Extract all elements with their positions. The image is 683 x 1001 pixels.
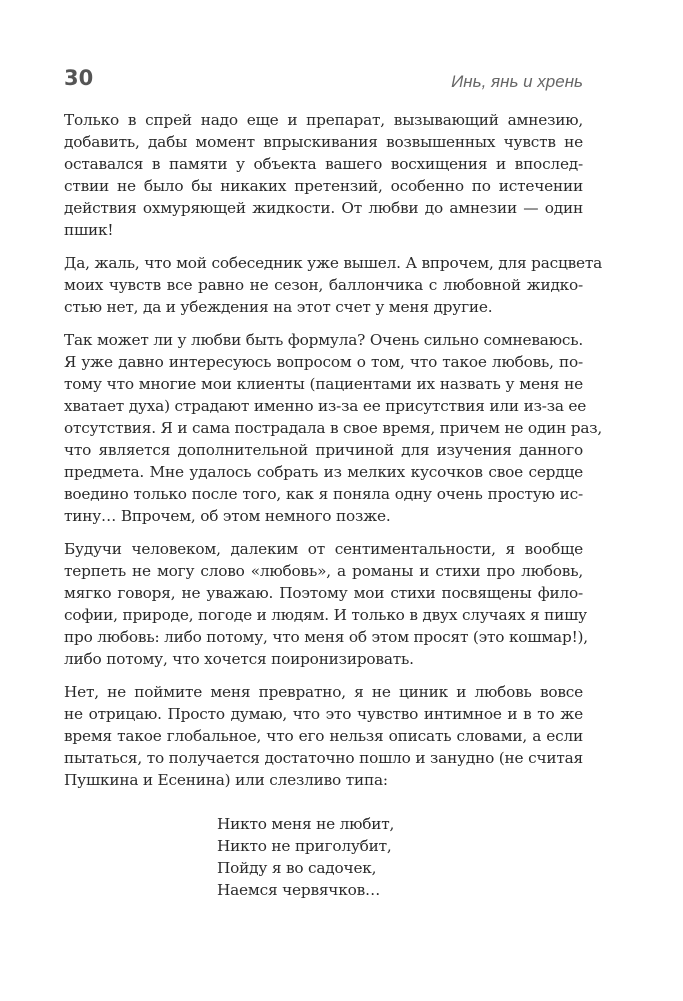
- paragraph: [64, 252, 603, 318]
- text-line: терпеть не могу слово «любовь», а романы и стихи про любовь,: [64, 562, 583, 580]
- text-line: действия охмуряющей жидкости. От любви до амнезии — один: [64, 199, 583, 217]
- poem-line: Никто не приголубит,: [217, 837, 392, 855]
- text-line: воедино только после того, как я поняла одну очень простую ис-: [64, 485, 583, 503]
- poem: [217, 813, 394, 901]
- text-line: Я уже давно интересуюсь вопросом о том, что такое любовь, по-: [64, 353, 583, 371]
- paragraph: [64, 681, 583, 791]
- text-line: тому что многие мои клиенты (пациентами их назвать у меня не: [64, 375, 583, 393]
- text-line: не отрицаю. Просто думаю, что это чувство интимное и в то же: [64, 705, 583, 723]
- text-line: добавить, дабы момент впрыскивания возвышенных чувств не: [64, 133, 583, 151]
- text-line: софии, природе, погоде и людям. И только в двух случаях я пишу: [64, 606, 587, 624]
- text-line: мягко говоря, не уважаю. Поэтому мои стихи посвящены фило-: [64, 584, 583, 602]
- text-line: предмета. Мне удалось собрать из мелких кусочков свое сердце: [64, 463, 583, 481]
- poem-line: Наемся червячков…: [217, 881, 381, 899]
- text-line: что является дополнительной причиной для изучения данного: [64, 441, 583, 459]
- text-line: ствии не было бы никаких претензий, особенно по истечении: [64, 177, 583, 195]
- text-line: пытаться, то получается достаточно пошло и занудно (не считая: [64, 749, 583, 767]
- paragraph: [64, 109, 583, 241]
- text-line: Будучи человеком, далеким от сентиментальности, я вообще: [64, 540, 583, 558]
- text-line: время такое глобальное, что его нельзя описать словами, а если: [64, 727, 583, 745]
- running-head: Инь, янь и хрень: [451, 72, 583, 91]
- text-line: Только в спрей надо еще и препарат, вызывающий амнезию,: [64, 111, 583, 129]
- page-number: 30: [64, 66, 94, 90]
- paragraph: [64, 538, 588, 670]
- text-line: Пушкина и Есенина) или слезливо типа:: [64, 771, 388, 789]
- paragraph: [64, 329, 603, 527]
- text-line: отсутствия. Я и сама пострадала в свое время, причем не один раз,: [64, 419, 603, 437]
- text-line: пшик!: [64, 221, 114, 239]
- text-line: про любовь: либо потому, что меня об этом просят (это кошмар!),: [64, 628, 588, 646]
- poem-line: Никто меня не любит,: [217, 815, 395, 833]
- text-line: стью нет, да и убеждения на этот счет у меня другие.: [64, 298, 493, 316]
- poem-line: Пойду я во садочек,: [217, 859, 377, 877]
- text-line: тину… Впрочем, об этом немного позже.: [64, 507, 391, 525]
- text-line: либо потому, что хочется поиронизировать.: [64, 650, 414, 668]
- text-line: Нет, не поймите меня превратно, я не циник и любовь вовсе: [64, 683, 583, 701]
- text-line: Так может ли у любви быть формула? Очень сильно сомневаюсь.: [64, 331, 583, 349]
- text-line: хватает духа) страдают именно из-за ее присутствия или из-за ее: [64, 397, 587, 415]
- text-line: Да, жаль, что мой собеседник уже вышел. А впрочем, для расцвета: [64, 254, 603, 272]
- body-text: [64, 109, 603, 802]
- text-line: оставался в памяти у объекта вашего восхищения и впослед-: [64, 155, 583, 173]
- text-line: моих чувств все равно не сезон, баллончика с любовной жидко-: [64, 276, 583, 294]
